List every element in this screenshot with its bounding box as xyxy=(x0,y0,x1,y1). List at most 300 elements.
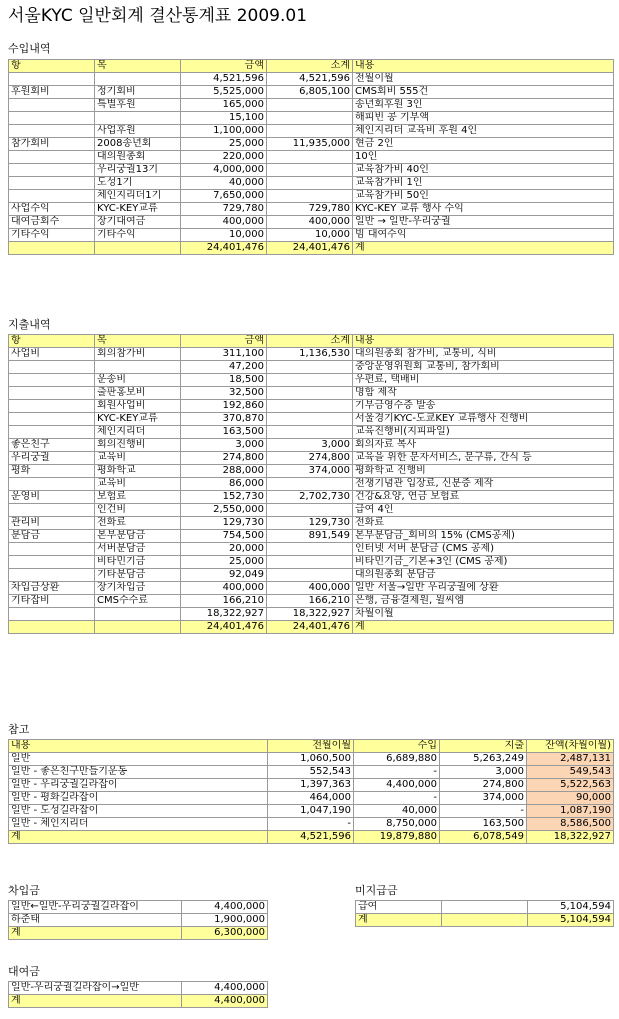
table-row-cell xyxy=(9,608,95,621)
table-row-cell: 729,780 xyxy=(267,203,353,216)
table-row xyxy=(9,556,614,569)
table-row-cell xyxy=(9,125,95,138)
table-row-cell: 165,000 xyxy=(181,99,267,112)
total-row xyxy=(9,831,614,844)
table-row-cell: 25,000 xyxy=(181,556,267,569)
table-row-cell: 보험료 xyxy=(95,491,181,504)
table-row-cell: 3,000 xyxy=(181,439,267,452)
table-row-cell xyxy=(9,73,95,86)
table-row-cell: 129,730 xyxy=(181,517,267,530)
table-row-cell: 166,210 xyxy=(181,595,267,608)
table-row-cell: 일반 - 우리궁궐길라잡이 xyxy=(9,779,268,792)
table-row-cell: 7,650,000 xyxy=(181,190,267,203)
table-row-cell: 549,543 xyxy=(527,766,614,779)
table-row-cell: 회의자료 복사 xyxy=(353,439,614,452)
table-row-cell: 건강&요양, 연금 보험료 xyxy=(353,491,614,504)
table-row xyxy=(356,901,614,914)
table-row-cell xyxy=(9,164,95,177)
table-row-cell: 회의참가비 xyxy=(95,348,181,361)
table-row-cell xyxy=(267,478,353,491)
table-row-cell xyxy=(9,190,95,203)
table-row-cell: 우리궁궐 xyxy=(9,452,95,465)
table-row-cell: 4,400,000 xyxy=(354,779,440,792)
table-row-cell: 891,549 xyxy=(267,530,353,543)
table-row-cell: 평화학교 xyxy=(95,465,181,478)
table-row-cell: 2,702,730 xyxy=(267,491,353,504)
table-row-cell: 기타수익 xyxy=(95,229,181,242)
table-row-cell: 서울경기KYC-도쿄KEY 교류행사 진행비 xyxy=(353,413,614,426)
table-row-cell: 교육을 위한 문자서비스, 문구류, 간식 등 xyxy=(353,452,614,465)
table-row-cell xyxy=(9,426,95,439)
header-row-cell: 수입 xyxy=(354,740,440,753)
table-row-cell: 사업수익 xyxy=(9,203,95,216)
table-row-cell: 대의원총회 xyxy=(95,151,181,164)
total-row-cell: 24,401,476 xyxy=(181,621,267,634)
total-row-cell: 계 xyxy=(9,995,182,1008)
table-row-cell: 장기차입금 xyxy=(95,582,181,595)
table-row-cell: 152,730 xyxy=(181,491,267,504)
table-row-cell: 평화학교 진행비 xyxy=(353,465,614,478)
table-row-cell: 92,049 xyxy=(181,569,267,582)
table-row-cell: 4,400,000 xyxy=(182,982,268,995)
table-row-cell: 400,000 xyxy=(181,582,267,595)
table-row xyxy=(9,216,614,229)
table-row xyxy=(9,99,614,112)
table-row-cell: 서버분담금 xyxy=(95,543,181,556)
table-row-cell: 10,000 xyxy=(267,229,353,242)
table-row-cell xyxy=(267,400,353,413)
table-row xyxy=(9,413,614,426)
table-row-cell: 47,200 xyxy=(181,361,267,374)
table-row-cell: 5,104,594 xyxy=(528,901,614,914)
table-row-cell: 8,586,500 xyxy=(527,818,614,831)
table-row-cell xyxy=(267,387,353,400)
table-row-cell: - xyxy=(440,805,527,818)
table-row xyxy=(9,818,614,831)
table-row-cell: 729,780 xyxy=(181,203,267,216)
total-row-cell: 4,521,596 xyxy=(268,831,354,844)
table-row-cell: 전화료 xyxy=(95,517,181,530)
table-row xyxy=(9,753,614,766)
table-row-cell xyxy=(95,361,181,374)
table-row-cell: 평화 xyxy=(9,465,95,478)
table-row xyxy=(9,530,614,543)
table-row xyxy=(9,569,614,582)
table-row-cell: 6,805,100 xyxy=(267,86,353,99)
table-row-cell xyxy=(267,177,353,190)
table-row xyxy=(9,805,614,818)
table-row xyxy=(9,465,614,478)
total-row-cell: 6,078,549 xyxy=(440,831,527,844)
header-row xyxy=(9,335,614,348)
table-row-cell: 교육진행비(지피파일) xyxy=(353,426,614,439)
table-row-cell: 출판홍보비 xyxy=(95,387,181,400)
table-row-cell xyxy=(267,125,353,138)
table-row-cell: 464,000 xyxy=(268,792,354,805)
table-row-cell: 체인지리더 xyxy=(95,426,181,439)
table-row-cell: 기타수익 xyxy=(9,229,95,242)
table-row-cell: 1,136,530 xyxy=(267,348,353,361)
table-row-cell: 10,000 xyxy=(181,229,267,242)
table-row-cell xyxy=(267,151,353,164)
total-row-cell: 6,300,000 xyxy=(182,927,268,940)
table-row-cell: 후원회비 xyxy=(9,86,95,99)
table-row-cell: 체인지리더1기 xyxy=(95,190,181,203)
table-row-cell xyxy=(95,608,181,621)
table-row xyxy=(9,766,614,779)
table-row-cell: - xyxy=(268,818,354,831)
borrowing-section-label: 차입금 xyxy=(8,884,40,897)
table-row-cell: 8,750,000 xyxy=(354,818,440,831)
table-row-cell: 교육비 xyxy=(95,478,181,491)
table-row-cell: 특별후원 xyxy=(95,99,181,112)
table-row-cell: 교육참가비 1인 xyxy=(353,177,614,190)
table-row-cell: 참가회비 xyxy=(9,138,95,151)
table-row-cell: 빔 대여수익 xyxy=(353,229,614,242)
table-row-cell xyxy=(9,504,95,517)
expense-table xyxy=(8,334,614,634)
header-row-cell: 목 xyxy=(95,335,181,348)
table-row-cell: 2,550,000 xyxy=(181,504,267,517)
table-row-cell: 인터넷 서버 분담금 (CMS 공제) xyxy=(353,543,614,556)
table-row-cell: 대여금회수 xyxy=(9,216,95,229)
table-row-cell: 송년회후원 3인 xyxy=(353,99,614,112)
table-row-cell xyxy=(9,543,95,556)
table-row-cell: 정기회비 xyxy=(95,86,181,99)
table-row-cell xyxy=(9,556,95,569)
table-row-cell xyxy=(9,112,95,125)
lending-section-label: 대여금 xyxy=(8,965,40,978)
table-row-cell xyxy=(267,164,353,177)
table-row-cell: 86,000 xyxy=(181,478,267,491)
table-row-cell: 374,000 xyxy=(440,792,527,805)
table-row-cell: 체인지리더 교육비 후원 4인 xyxy=(353,125,614,138)
header-row-cell: 내용 xyxy=(353,335,614,348)
table-row-cell: 도성1기 xyxy=(95,177,181,190)
table-row-cell: 일반 xyxy=(9,753,268,766)
table-row-cell: 일반 서울→일반 우리궁궐에 상환 xyxy=(353,582,614,595)
table-row-cell: 4,521,596 xyxy=(267,73,353,86)
total-row-cell: 18,322,927 xyxy=(527,831,614,844)
table-row-cell: 기타잡비 xyxy=(9,595,95,608)
table-row-cell: 전화료 xyxy=(353,517,614,530)
table-row-cell xyxy=(267,361,353,374)
header-row-cell: 내용 xyxy=(9,740,268,753)
table-row-cell: 1,060,500 xyxy=(268,753,354,766)
table-row-cell xyxy=(95,112,181,125)
table-row-cell xyxy=(9,478,95,491)
table-row-cell: 분담금 xyxy=(9,530,95,543)
table-row-cell: 25,000 xyxy=(181,138,267,151)
income-section-label: 수입내역 xyxy=(8,42,51,55)
table-row-cell: CMS수수료 xyxy=(95,595,181,608)
table-row xyxy=(9,608,614,621)
table-row-cell: 18,500 xyxy=(181,374,267,387)
table-row-cell xyxy=(9,361,95,374)
table-row-cell: 본부분담금_회비의 15% (CMS공제) xyxy=(353,530,614,543)
table-row-cell: 400,000 xyxy=(267,582,353,595)
table-row xyxy=(9,138,614,151)
table-row-cell: 18,322,927 xyxy=(267,608,353,621)
table-row-cell: 220,000 xyxy=(181,151,267,164)
table-row xyxy=(9,517,614,530)
table-row xyxy=(9,374,614,387)
table-row-cell xyxy=(267,374,353,387)
total-row xyxy=(9,242,614,255)
table-row-cell: 32,500 xyxy=(181,387,267,400)
table-row-cell: 회의진행비 xyxy=(95,439,181,452)
table-row-cell: 교육참가비 50인 xyxy=(353,190,614,203)
table-row-cell: KYC-KEY교류 xyxy=(95,413,181,426)
table-row-cell: 일반-우리궁궐길라잡이→일반 xyxy=(9,982,182,995)
table-row-cell xyxy=(267,99,353,112)
table-row-cell: 사업후원 xyxy=(95,125,181,138)
table-row-cell: 일반←일반-우리궁궐길라잡이 xyxy=(9,901,182,914)
table-row-cell: 사업비 xyxy=(9,348,95,361)
table-row-cell xyxy=(267,190,353,203)
total-row-cell: 24,401,476 xyxy=(267,242,353,255)
table-row-cell xyxy=(267,112,353,125)
header-row-cell: 목 xyxy=(95,60,181,73)
table-row-cell xyxy=(9,569,95,582)
header-row-cell: 금액 xyxy=(181,60,267,73)
table-row-cell: 6,689,880 xyxy=(354,753,440,766)
table-row-cell: 11,935,000 xyxy=(267,138,353,151)
total-row-cell: 19,879,880 xyxy=(354,831,440,844)
total-row-cell: 계 xyxy=(356,914,442,927)
table-row-cell: 4,521,596 xyxy=(181,73,267,86)
table-row xyxy=(9,125,614,138)
table-row xyxy=(9,73,614,86)
table-row-cell xyxy=(9,374,95,387)
total-row-cell: 24,401,476 xyxy=(267,621,353,634)
total-row xyxy=(9,927,268,940)
reference-table xyxy=(8,739,614,844)
table-row xyxy=(9,582,614,595)
table-row xyxy=(9,491,614,504)
table-row-cell: 3,000 xyxy=(267,439,353,452)
table-row xyxy=(9,901,268,914)
income-table xyxy=(8,59,614,255)
table-row-cell: CMS회비 555건 xyxy=(353,86,614,99)
borrowing-table xyxy=(8,900,268,940)
table-row-cell: 400,000 xyxy=(267,216,353,229)
header-row-cell: 소계 xyxy=(267,335,353,348)
table-row-cell: 중앙운영위원회 교통비, 참가회비 xyxy=(353,361,614,374)
table-row-cell: 일반 - 평화길라잡이 xyxy=(9,792,268,805)
total-row-cell: 계 xyxy=(353,621,614,634)
unpaid-section-label: 미지급금 xyxy=(355,884,398,897)
table-row-cell: 90,000 xyxy=(527,792,614,805)
table-row-cell: 1,397,363 xyxy=(268,779,354,792)
table-row-cell: 운송비 xyxy=(95,374,181,387)
total-row-cell: 계 xyxy=(353,242,614,255)
header-row-cell: 항 xyxy=(9,335,95,348)
table-row-cell: 163,500 xyxy=(440,818,527,831)
header-row-cell: 잔액(차월이월) xyxy=(527,740,614,753)
table-row-cell: 274,800 xyxy=(440,779,527,792)
table-row-cell: KYC-KEY교류 xyxy=(95,203,181,216)
unpaid-table xyxy=(355,900,614,927)
table-row-cell: 2008송년회 xyxy=(95,138,181,151)
table-row-cell: 차입금상환 xyxy=(9,582,95,595)
header-row-cell: 항 xyxy=(9,60,95,73)
table-row-cell: 기부금영수증 발송 xyxy=(353,400,614,413)
total-row-cell xyxy=(95,621,181,634)
table-row-cell xyxy=(267,569,353,582)
expense-section-label: 지출내역 xyxy=(8,318,51,331)
header-row xyxy=(9,60,614,73)
table-row-cell: 일반 - 체인지리더 xyxy=(9,818,268,831)
table-row-cell: 급여 xyxy=(356,901,442,914)
total-row-cell: 계 xyxy=(9,831,268,844)
table-row-cell: - xyxy=(354,792,440,805)
table-row-cell: 10인 xyxy=(353,151,614,164)
table-row-cell: 교육비 xyxy=(95,452,181,465)
header-row-cell: 지출 xyxy=(440,740,527,753)
table-row-cell: 374,000 xyxy=(267,465,353,478)
reference-section-label: 참고 xyxy=(8,723,30,736)
table-row-cell xyxy=(267,556,353,569)
table-row-cell xyxy=(267,413,353,426)
table-row-cell: 4,000,000 xyxy=(181,164,267,177)
table-row-cell: 274,800 xyxy=(267,452,353,465)
table-row-cell: 좋은친구 xyxy=(9,439,95,452)
table-row-cell xyxy=(9,99,95,112)
table-row-cell: 129,730 xyxy=(267,517,353,530)
table-row-cell: 370,870 xyxy=(181,413,267,426)
table-row-cell: 18,322,927 xyxy=(181,608,267,621)
total-row xyxy=(9,621,614,634)
table-row-cell: 해피빈 콩 기부액 xyxy=(353,112,614,125)
total-row-cell: 24,401,476 xyxy=(181,242,267,255)
table-row xyxy=(9,543,614,556)
table-row-cell: 급여 4인 xyxy=(353,504,614,517)
table-row-cell: 차월이월 xyxy=(353,608,614,621)
table-row-cell: 비타민기금 xyxy=(95,556,181,569)
table-row-cell: 20,000 xyxy=(181,543,267,556)
table-row xyxy=(9,229,614,242)
table-row-cell: 우편료, 택배비 xyxy=(353,374,614,387)
table-row-cell: 311,100 xyxy=(181,348,267,361)
table-row xyxy=(9,86,614,99)
table-row-cell: 우리궁궐13기 xyxy=(95,164,181,177)
table-row-cell xyxy=(9,400,95,413)
table-row xyxy=(9,779,614,792)
table-row-cell xyxy=(267,426,353,439)
table-row-cell: 명함 제작 xyxy=(353,387,614,400)
table-row-cell xyxy=(442,901,528,914)
table-row-cell: 15,100 xyxy=(181,112,267,125)
table-row-cell: 163,500 xyxy=(181,426,267,439)
table-row-cell: 1,047,190 xyxy=(268,805,354,818)
total-row-cell xyxy=(9,621,95,634)
table-row-cell xyxy=(95,73,181,86)
table-row-cell: 장기대여금 xyxy=(95,216,181,229)
table-row xyxy=(9,190,614,203)
table-row-cell: 192,860 xyxy=(181,400,267,413)
table-row-cell: 현금 2인 xyxy=(353,138,614,151)
table-row-cell: 288,000 xyxy=(181,465,267,478)
table-row xyxy=(9,504,614,517)
table-row-cell: 3,000 xyxy=(440,766,527,779)
table-row-cell: 일반 - 도성길라잡이 xyxy=(9,805,268,818)
table-row xyxy=(9,387,614,400)
table-row-cell xyxy=(9,151,95,164)
table-row-cell: 1,900,000 xyxy=(182,914,268,927)
total-row-cell: 계 xyxy=(9,927,182,940)
table-row-cell: KYC-KEY 교류 행사 수익 xyxy=(353,203,614,216)
table-row xyxy=(9,792,614,805)
table-row-cell: 754,500 xyxy=(181,530,267,543)
table-row xyxy=(9,151,614,164)
table-row xyxy=(9,452,614,465)
table-row xyxy=(9,400,614,413)
table-row xyxy=(9,426,614,439)
table-row xyxy=(9,164,614,177)
table-row-cell: 인건비 xyxy=(95,504,181,517)
table-row-cell: 은행, 금융결제원, 윌씨엠 xyxy=(353,595,614,608)
table-row xyxy=(9,982,268,995)
total-row-cell xyxy=(9,242,95,255)
total-row xyxy=(356,914,614,927)
header-row-cell: 내용 xyxy=(353,60,614,73)
table-row-cell: 166,210 xyxy=(267,595,353,608)
header-row-cell: 소계 xyxy=(267,60,353,73)
total-row xyxy=(9,995,268,1008)
table-row-cell: 운영비 xyxy=(9,491,95,504)
table-row-cell: 40,000 xyxy=(354,805,440,818)
table-row xyxy=(9,348,614,361)
table-row-cell: 본부분담금 xyxy=(95,530,181,543)
table-row-cell: 40,000 xyxy=(181,177,267,190)
table-row-cell: 관리비 xyxy=(9,517,95,530)
total-row-cell xyxy=(442,914,528,927)
table-row xyxy=(9,439,614,452)
total-row-cell: 5,104,594 xyxy=(528,914,614,927)
table-row-cell xyxy=(9,177,95,190)
table-row-cell xyxy=(9,413,95,426)
table-row xyxy=(9,361,614,374)
table-row xyxy=(9,203,614,216)
table-row-cell: 4,400,000 xyxy=(182,901,268,914)
table-row-cell: 전쟁기념관 입장료, 신분증 제작 xyxy=(353,478,614,491)
table-row-cell: - xyxy=(354,766,440,779)
total-row-cell xyxy=(95,242,181,255)
table-row-cell: 2,487,131 xyxy=(527,753,614,766)
page-title: 서울KYC 일반회계 결산통계표 2009.01 xyxy=(8,6,308,26)
table-row-cell xyxy=(267,504,353,517)
table-row-cell: 274,800 xyxy=(181,452,267,465)
table-row-cell: 일반 - 좋은친구만들기운동 xyxy=(9,766,268,779)
header-row xyxy=(9,740,614,753)
table-row-cell: 기타분담금 xyxy=(95,569,181,582)
table-row-cell: 1,087,190 xyxy=(527,805,614,818)
table-row xyxy=(9,914,268,927)
table-row xyxy=(9,595,614,608)
table-row-cell: 비타민기금_기본+3인 (CMS 공제) xyxy=(353,556,614,569)
table-row-cell: 하준태 xyxy=(9,914,182,927)
lending-table xyxy=(8,981,268,1008)
table-row xyxy=(9,478,614,491)
table-row-cell: 전월이월 xyxy=(353,73,614,86)
table-row xyxy=(9,177,614,190)
table-row-cell xyxy=(9,387,95,400)
table-row-cell: 552,543 xyxy=(268,766,354,779)
table-row-cell: 대의원총회 참가비, 교통비, 식비 xyxy=(353,348,614,361)
header-row-cell: 전월이월 xyxy=(268,740,354,753)
table-row-cell: 5,525,000 xyxy=(181,86,267,99)
